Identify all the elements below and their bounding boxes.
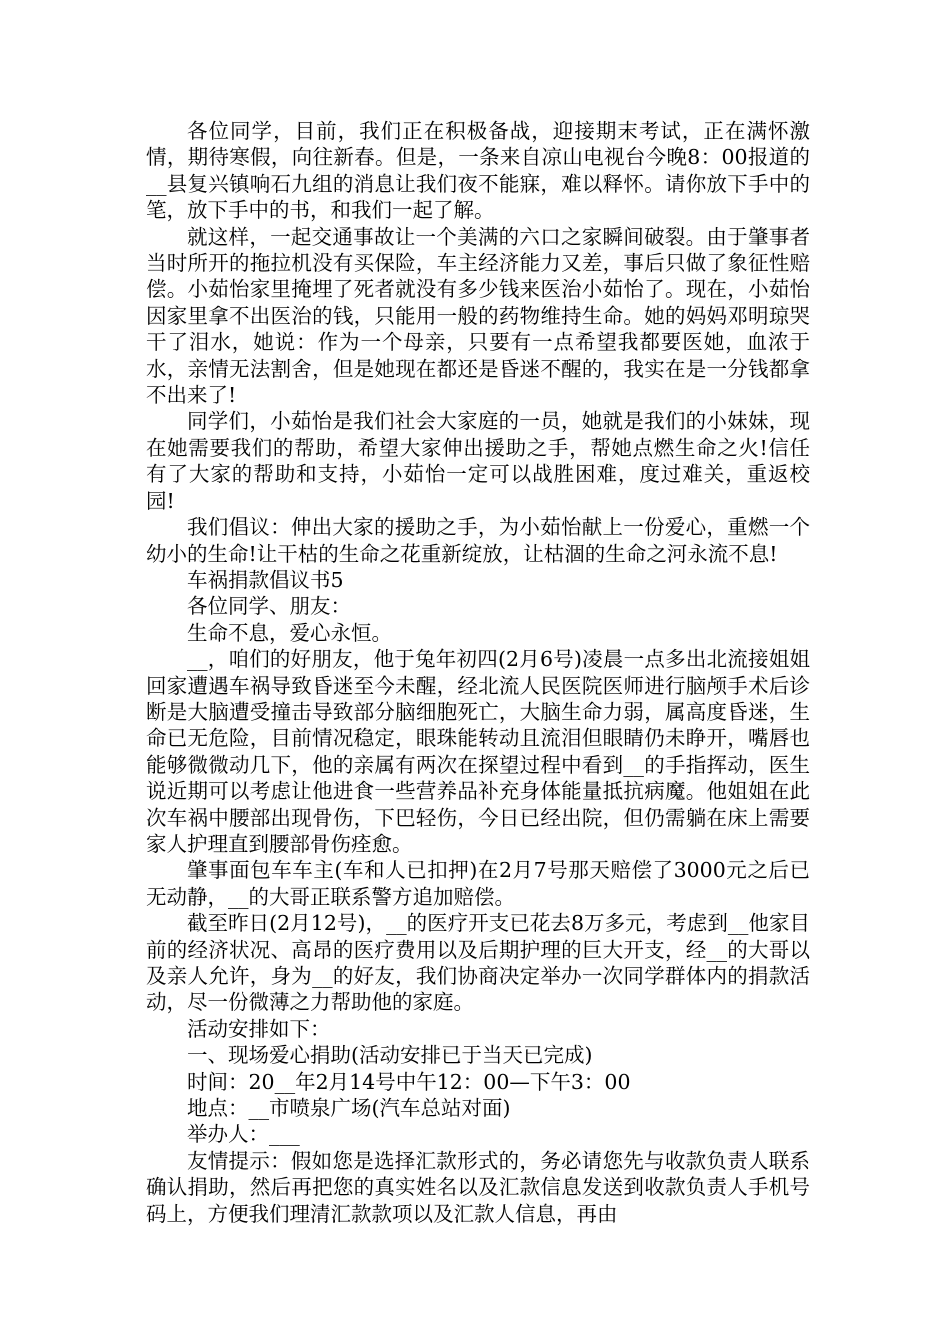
paragraph-accident-story: 就这样，一起交通事故让一个美满的六口之家瞬间破裂。由于肇事者当时所开的拖拉机没有买保险，车主经济能力又差，事后只做了象征性赔偿。小茹怡家里掩埋了死者就没有多少钱来医治小茹怡了。现在，小茹怡因家里拿不出医治的钱，只能用一般的药物维持生命。她的妈妈邓明琼哭干了泪水，她说：作为一个母亲，只要有一点希望我都要医她，血浓于水，亲情无法割舍，但是她现在都还是昏迷不醒的，我实在是一分钱都拿不出来了! [146,224,810,408]
activity-organizer: 举办人：___ [187,1122,300,1147]
section-heading: 车祸捐款倡议书5 [187,567,344,592]
paragraph-exam-intro: 各位同学，目前，我们正在积极备战，迎接期末考试，正在满怀激情，期待寒假，向往新春。但是，一条来自凉山电视台今晚8：00报道的__县复兴镇响石九组的消息让我们夜不能寐，难以释怀。请你放下手中的笔，放下手中的书，和我们一起了解。 [146,119,810,223]
salutation: 各位同学、朋友： [187,594,351,619]
activity-location: 地点：__市喷泉广场(汽车总站对面) [187,1096,511,1121]
activity-time: 时间：20__年2月14号中午12：00—下午3：00 [187,1069,631,1094]
paragraph-proposal: 我们倡议：伸出大家的援助之手，为小茹怡献上一份爱心，重燃一个幼小的生命!让干枯的生命之花重新绽放，让枯涸的生命之河永流不息! [146,515,810,566]
paragraph-medical-costs: 截至昨日(2月12号)，__的医疗开支已花去8万多元，考虑到__他家目前的经济状况、高昂的医疗费用以及后期护理的巨大开支，经__的大哥以及亲人允许，身为__的好友，我们协商决定举办一次同学群体内的捐款活动，尽一份微薄之力帮助他的家庭。 [146,911,810,1015]
document-body [146,118,810,1227]
motto: 生命不息，爱心永恒。 [187,620,392,645]
paragraph-friendly-tip: 友情提示：假如您是选择汇款形式的，务必请您先与收款负责人联系确认捐助，然后再把您的真实姓名以及汇款信息发送到收款负责人手机号码上，方便我们理清汇款款项以及汇款人信息，再由 [146,1148,810,1226]
activity-item-onsite: 一、现场爱心捐助(活动安排已于当天已完成) [187,1043,593,1068]
paragraph-compensation: 肇事面包车车主(车和人已扣押)在2月7号那天赔偿了3000元之后已无动静，__的大哥正联系警方追加赔偿。 [146,858,810,909]
paragraph-friend-accident: __，咱们的好朋友，他于兔年初四(2月6号)凌晨一点多出北流接姐姐回家遭遇车祸导致昏迷至今未醒，经北流人民医院医师进行脑颅手术后诊断是大脑遭受撞击导致部分脑细胞死亡，大脑生命力弱，属高度昏迷，生命已无危险，目前情况稳定，眼珠能转动且流泪但眼睛仍未睁开，嘴唇也能够微微动几下，他的亲属有两次在探望过程中看到__的手指挥动，医生说近期可以考虑让他进食一些营养品补充身体能量抵抗病魔。他姐姐在此次车祸中腰部出现骨伤，下巴轻伤，今日已经出院，但仍需躺在床上需要家人护理直到腰部骨伤痊愈。 [146,647,810,856]
paragraph-appeal: 同学们，小茹怡是我们社会大家庭的一员，她就是我们的小妹妹，现在她需要我们的帮助，希望大家伸出援助之手，帮她点燃生命之火!信任有了大家的帮助和支持，小茹怡一定可以战胜困难，度过难关，重返校园! [146,409,810,513]
activity-heading: 活动安排如下： [187,1016,331,1041]
